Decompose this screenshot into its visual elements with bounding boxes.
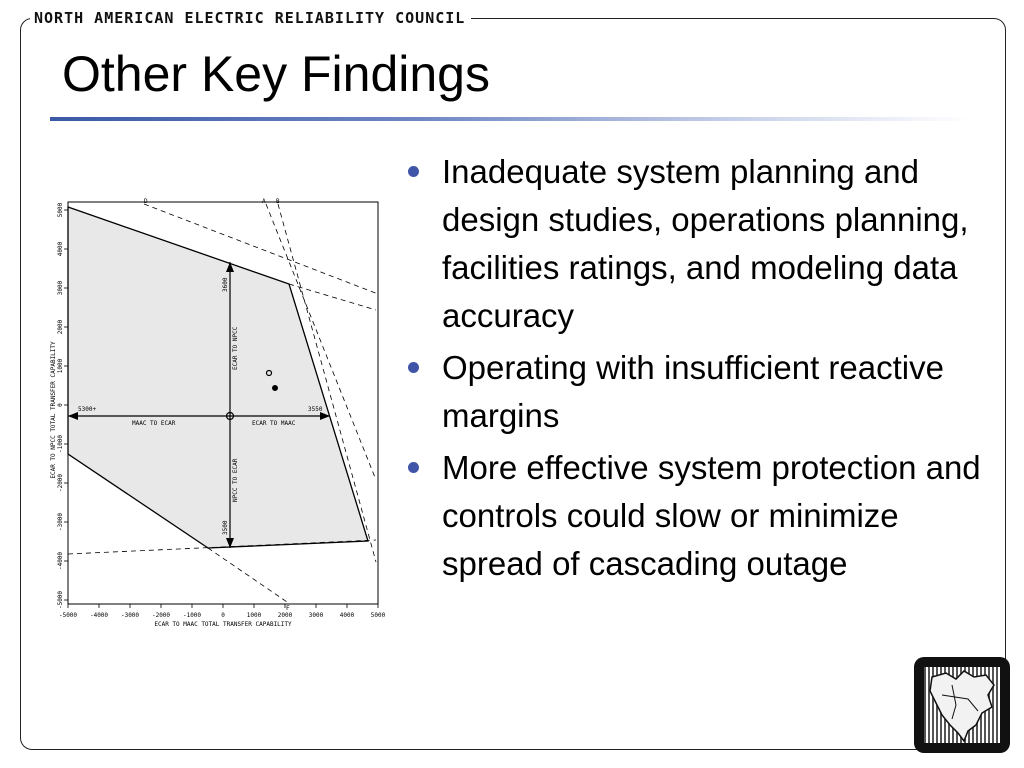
x-tick-label: -3000 bbox=[120, 612, 140, 619]
x-tick-label: 4000 bbox=[339, 612, 355, 619]
y-tick-label: 3000 bbox=[57, 280, 64, 296]
transfer-capability-chart bbox=[46, 190, 390, 636]
y-tick-label: 4000 bbox=[57, 241, 64, 257]
x-tick-label: 1000 bbox=[246, 612, 262, 619]
x-tick-label: 5000 bbox=[370, 612, 386, 619]
y-tick-label: -2000 bbox=[57, 473, 64, 493]
npcc-to-ecar-label: NPCC TO ECAR bbox=[232, 458, 239, 502]
y-tick-label: 1000 bbox=[57, 358, 64, 374]
x-tick-label: 2000 bbox=[277, 612, 293, 619]
y-tick-label: 2000 bbox=[57, 319, 64, 335]
ecar-to-npcc-label: ECAR TO NPCC bbox=[232, 326, 239, 370]
operating-point-2 bbox=[273, 386, 278, 391]
ecar-to-maac-label: ECAR TO MAAC bbox=[252, 420, 296, 427]
line-b-label: B bbox=[276, 198, 280, 205]
x-tick-label: -4000 bbox=[89, 612, 109, 619]
bullet-dot-icon bbox=[408, 166, 419, 177]
line-a-label: A bbox=[262, 198, 266, 205]
bullet-dot-icon bbox=[408, 362, 419, 373]
transfer-capability-figure bbox=[46, 190, 390, 636]
y-tick-label: 5000 bbox=[57, 202, 64, 218]
bottom-limit-label: 3500 bbox=[222, 520, 229, 535]
x-tick-label: 0 bbox=[221, 612, 225, 619]
finding-text: Operating with insufficient reactive margins bbox=[442, 349, 944, 434]
findings-list bbox=[404, 148, 994, 592]
line-f-label: F bbox=[286, 605, 290, 612]
y-axis-title: ECAR TO NPCC TOTAL TRANSFER CAPABILITY bbox=[50, 341, 57, 479]
right-limit-label: 3550 bbox=[308, 406, 323, 413]
nerc-logo bbox=[912, 655, 1012, 755]
title-underline bbox=[50, 117, 970, 121]
x-tick-label: -5000 bbox=[58, 612, 78, 619]
finding-item bbox=[404, 148, 994, 340]
slide-title: Other Key Findings bbox=[62, 46, 490, 102]
top-limit-label: 3600 bbox=[222, 277, 229, 292]
bullet-dot-icon bbox=[408, 462, 419, 473]
y-tick-label: 0 bbox=[57, 403, 64, 407]
left-limit-label: 5300+ bbox=[78, 406, 97, 413]
finding-text: More effective system protection and controls could slow or minimize spread of cascading outage bbox=[442, 449, 981, 582]
north-america-map-icon bbox=[912, 655, 1012, 755]
x-tick-label: -1000 bbox=[182, 612, 202, 619]
y-tick-label: -5000 bbox=[57, 590, 64, 610]
y-tick-label: -3000 bbox=[57, 512, 64, 532]
maac-to-ecar-label: MAAC TO ECAR bbox=[132, 420, 176, 427]
x-axis-title: ECAR TO MAAC TOTAL TRANSFER CAPABILITY bbox=[154, 621, 292, 628]
line-d-label: D bbox=[144, 198, 148, 205]
x-tick-labels bbox=[59, 604, 386, 619]
finding-item bbox=[404, 344, 994, 440]
y-tick-labels bbox=[57, 202, 68, 609]
finding-item bbox=[404, 444, 994, 588]
finding-text: Inadequate system planning and design studies, operations planning, facilities ratings, and modeling data accuracy bbox=[442, 153, 969, 334]
x-tick-label: -2000 bbox=[151, 612, 171, 619]
x-tick-label: 3000 bbox=[308, 612, 324, 619]
y-tick-label: -1000 bbox=[57, 434, 64, 454]
organization-header: NORTH AMERICAN ELECTRIC RELIABILITY COUNCIL bbox=[30, 9, 471, 27]
y-tick-label: -4000 bbox=[57, 551, 64, 571]
